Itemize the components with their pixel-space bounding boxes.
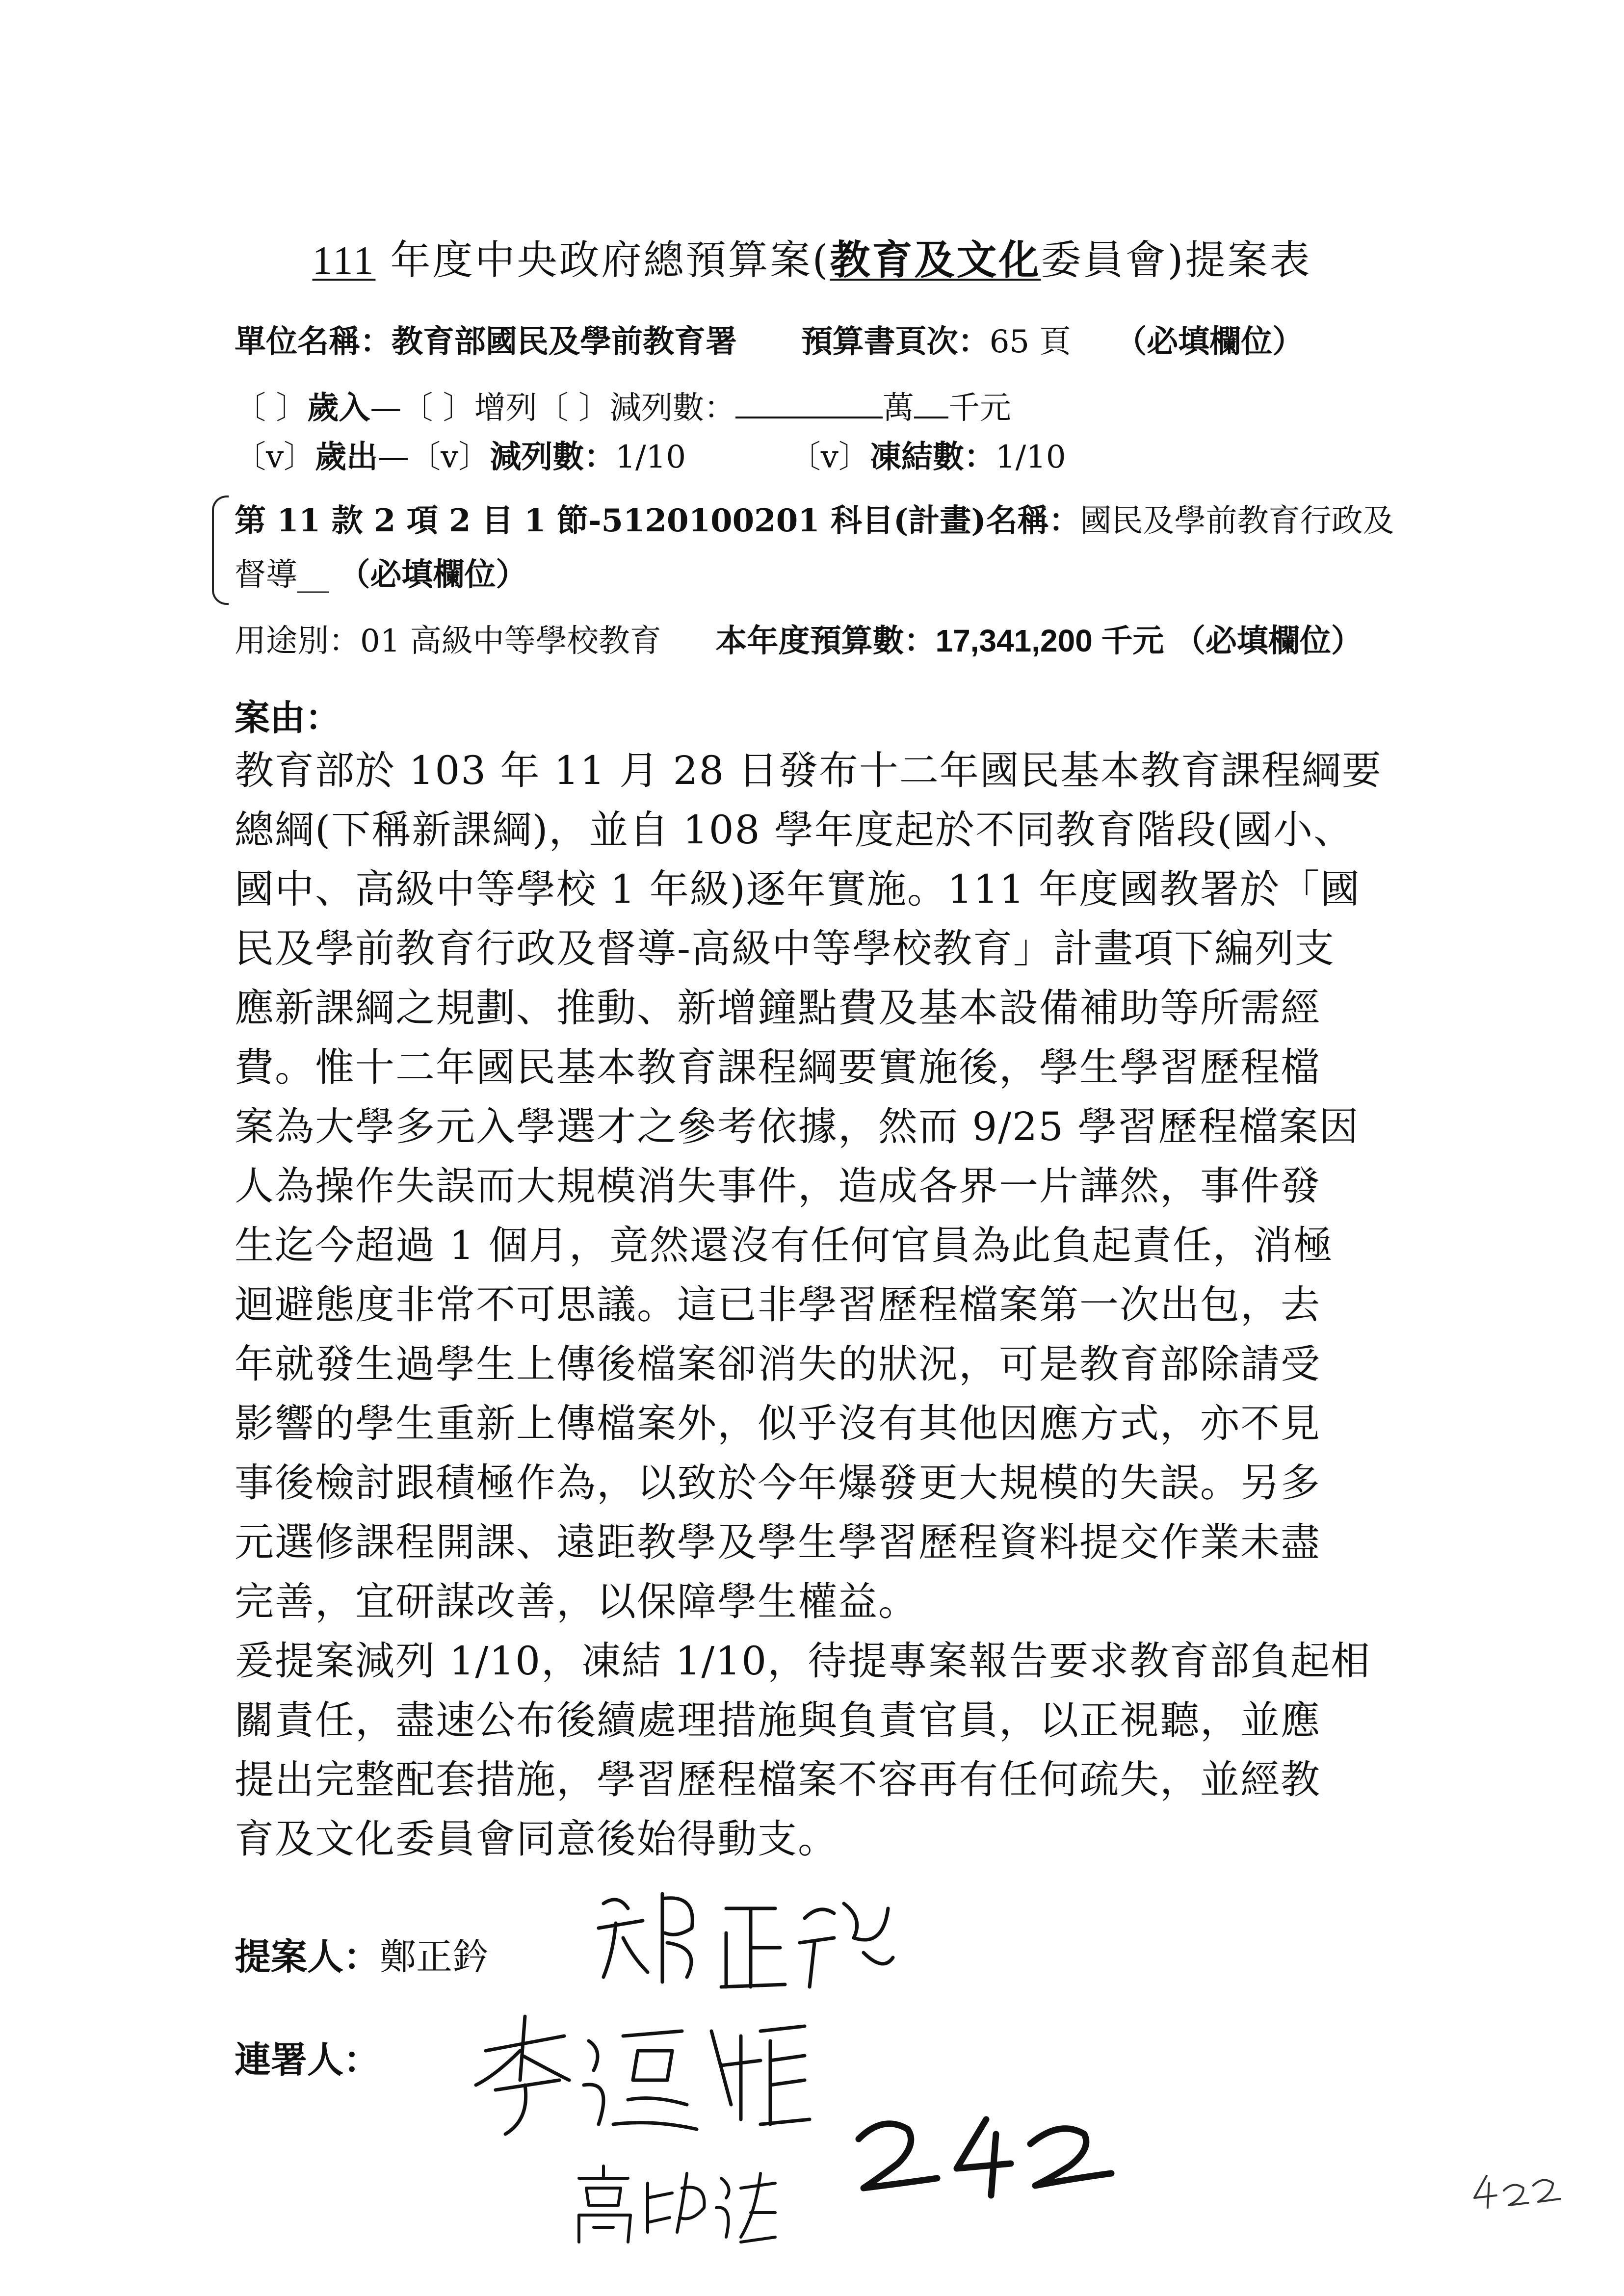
title-year: 111 [312,238,376,283]
item-line-2 [235,549,527,595]
expenditure-line [235,432,1066,477]
item-blank: __ [297,557,329,593]
freeze-label: 凍結數： [869,439,995,475]
item-bracket [212,496,229,605]
cosigner-signature-1 [466,2007,819,2144]
title-part: 年度中央政府總預算案( [375,237,830,284]
reason-line: 爰提案減列 1/10，凍結 1/10，待提專案報告要求教育部負起相 [235,1638,1371,1684]
budget-label: 本年度預算數： [715,623,936,659]
budget-value: 17,341,200 千元 [935,623,1164,658]
handwritten-number [844,2105,1119,2203]
reason-line: 提出完整配套措施，學習歷程檔案不容再有任何疏失，並經教 [235,1757,1321,1802]
reason-line: 事後檢討跟積極作為，以致於今年爆發更大規模的失誤。另多 [235,1460,1321,1506]
reason-line: 關責任，盡速公布後續處理措施與負責官員，以正視聽，並應 [235,1697,1321,1743]
reason-line: 費。惟十二年國民基本教育課程綱要實施後，學生學習歷程檔 [235,1044,1321,1090]
reason-line: 案為大學多元入學選才之參考依據，然而 9/25 學習歷程檔案因 [235,1104,1360,1149]
usage-label: 用途別： [235,623,360,659]
title-part-end: 委員會)提案表 [1041,237,1312,284]
item-name-end: 督導 [235,557,297,593]
amount-blank [735,387,883,418]
page-title [0,228,1624,286]
reason-line: 影響的學生重新上傳檔案外，似乎沒有其他因應方式，亦不見 [235,1401,1321,1446]
reason-line: 生迄今超過 1 個月，竟然還沒有任何官員為此負起責任，消極 [235,1223,1334,1268]
reason-body [235,741,1432,1869]
cut-checkbox: 〔v〕 [409,439,490,475]
reason-line: 完善，宜研謀改善，以保障學生權益。 [235,1579,918,1624]
expenditure-checkbox: 〔v〕 [235,439,315,475]
item-code: 第 11 款 2 項 2 目 1 節-5120100201 科目(計畫)名稱： [235,502,1080,539]
revenue-checkbox: 〔 〕 [235,390,308,426]
reason-line: 教育部於 103 年 11 月 28 日發布十二年國民基本教育課程綱要 [235,748,1382,793]
thousand-blank [914,387,948,418]
item-name: 國民及學前教育行政及 [1080,503,1394,539]
cosigner-label: 連署人： [235,2039,380,2081]
unit-required: （必填欄位） [1115,323,1304,360]
reason-line: 年就發生過學生上傳後檔案卻消失的狀況，可是教育部除請受 [235,1341,1321,1387]
item-line-1 [235,496,1394,541]
proposer-signature [589,1874,903,2002]
reason-line: 民及學前教育行政及督導-高級中等學校教育」計畫項下編列支 [235,926,1336,971]
increase-checkbox: 〔 〕 [401,390,474,426]
reason-line: 育及文化委員會同意後始得動支。 [235,1816,838,1862]
dash: — [370,390,402,426]
unit-value: 教育部國民及學前教育署 [392,323,737,360]
thousand-label: 千元 [948,390,1012,426]
reason-line: 元選修課程開課、遠距教學及學生學習歷程資料提交作業未盡 [235,1519,1321,1565]
page-value: 65 頁 [989,324,1071,360]
page-label: 預算書頁次： [801,323,990,360]
decrease-checkbox: 〔 〕 [537,390,610,426]
usage-required: （必填欄位） [1174,623,1362,659]
cut-label: 減列數： [490,439,616,475]
proposer [235,1928,489,1980]
handwritten-page-number [1467,2168,1565,2213]
wan-label: 萬 [883,390,915,426]
reason-line: 迴避態度非常不可思議。這已非學習歷程檔案第一次出包，去 [235,1282,1321,1328]
freeze-value: 1/10 [995,439,1066,475]
usage-line [235,616,1362,661]
expenditure-label: 歲出 [315,439,378,475]
unit-label: 單位名稱： [235,323,392,360]
freeze-checkbox: 〔v〕 [789,439,870,475]
proposer-name: 鄭正鈐 [380,1936,489,1978]
revenue-label: 歲入 [307,390,370,426]
proposer-label: 提案人： [235,1936,380,1978]
reason-line: 總綱(下稱新課綱)，並自 108 學年度起於不同教育階段(國小、 [235,807,1354,853]
item-required: （必填欄位） [339,556,527,593]
revenue-line [235,383,1011,428]
increase-label: 增列 [474,390,537,426]
dash: — [378,439,410,475]
reason-line: 應新課綱之規劃、推動、新增鐘點費及基本設備補助等所需經 [235,985,1321,1031]
reason-label: 案由： [235,697,341,738]
decrease-label: 減列數： [610,390,736,426]
cosigner-signature-2 [564,2159,780,2247]
cut-value: 1/10 [615,439,686,475]
usage-value: 01 高級中等學校教育 [360,623,661,659]
reason-line: 國中、高級中等學校 1 年級)逐年實施。111 年度國教署於「國 [235,866,1361,912]
unit-line [235,316,1304,362]
reason-line: 人為操作失誤而大規模消失事件，造成各界一片譁然，事件發 [235,1163,1321,1209]
title-committee: 教育及文化 [830,236,1041,284]
